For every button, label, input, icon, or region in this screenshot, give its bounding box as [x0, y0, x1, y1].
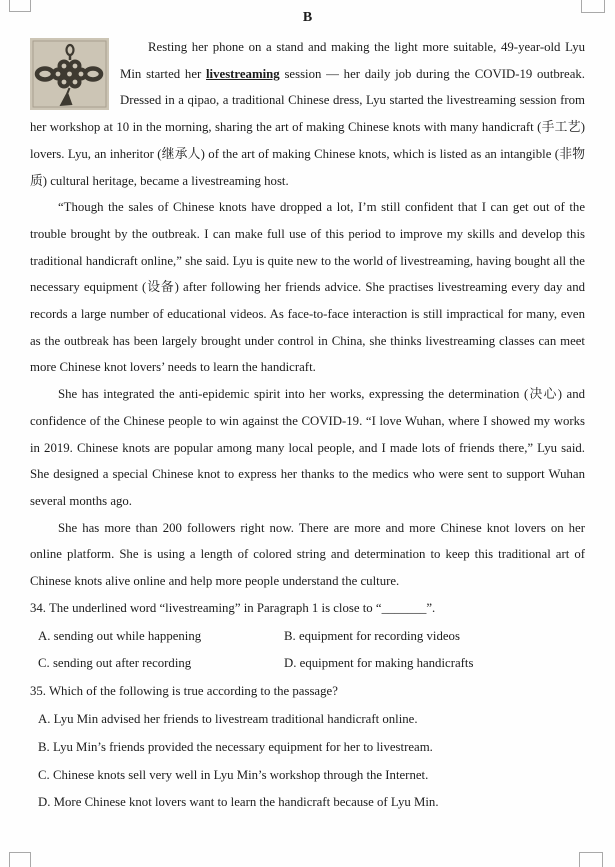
question-34-option-b: [284, 623, 585, 651]
underlined-word-livestreaming: livestreaming: [206, 66, 280, 81]
paragraph-4: She has more than 200 followers right now. There are more and more Chinese knot lovers on her online platform. She is using a length of colored string and determination to keep this traditional art of Chinese knots alive online and help more people understand the culture.: [30, 520, 585, 589]
paragraph-1: [30, 34, 585, 194]
reading-passage: [30, 34, 585, 595]
option-text: equipment for recording videos: [298, 628, 460, 643]
crop-mark-top-right: [581, 0, 605, 13]
option-label: B.: [38, 739, 50, 754]
option-label: A.: [38, 711, 51, 726]
option-label: D.: [284, 656, 297, 671]
paragraph-1-text-before: Resting her phone on a stand and making the light more suitable, 49-year-old Lyu Min started her: [120, 40, 585, 81]
chinese-knot-graphic: [30, 38, 109, 110]
option-text: Chinese knots sell very well in Lyu Min’s workshop through the Internet.: [52, 767, 429, 782]
question-35-option-d: [38, 789, 585, 817]
question-34-number: 34.: [30, 600, 46, 615]
paragraph-1-text-after: session — her daily job during the COVID-19 outbreak. Dressed in a qipao, a traditional Chinese dress, Lyu started the livestreaming session from her workshop at 10 in the morning, sharing the art of making Chinese knots with many handicraft (手工艺) lovers. Lyu, an inheritor (继承人) of the art of making Chinese knots, which is listed as an intangible (非物质) cultural heritage, became a livestreaming host.: [30, 66, 585, 188]
option-label: D.: [38, 795, 51, 810]
crop-mark-bottom-right: [579, 852, 603, 867]
question-34-option-d: [284, 650, 585, 678]
option-label: C.: [38, 767, 50, 782]
option-label: C.: [38, 656, 50, 671]
question-35-text: Which of the following is true according to the passage?: [48, 684, 338, 699]
option-label: A.: [38, 628, 51, 643]
option-text: Lyu Min’s friends provided the necessary equipment for her to livestream.: [52, 739, 433, 754]
question-34-option-c: [38, 650, 284, 678]
paragraph-2: “Though the sales of Chinese knots have dropped a lot, I’m still confident that I can get out of the trouble brought by the outbreak. I can make full use of this period to improve my skills and develop this traditional handicraft online,” she said. Lyu is quite new to the world of livestreaming, having bought all the necessary equipment (设备) after following her friends advice. She practises livestreaming every day and records a large number of educational videos. As face-to-face interaction is still impractical for many, even as the outbreak has been largely brought under control in China, she thinks livestreaming classes can meet more Chinese knot lovers’ needs to learn the handicraft.: [30, 200, 585, 375]
chinese-knot-image: [30, 38, 109, 110]
option-text: Lyu Min advised her friends to livestream traditional handicraft online.: [53, 711, 418, 726]
question-34-stem: [30, 595, 585, 623]
crop-mark-bottom-left: [9, 852, 31, 867]
question-34-options: [30, 623, 585, 679]
questions-section: [30, 595, 585, 817]
question-35-option-a: [38, 706, 585, 734]
question-35-options: [30, 706, 585, 817]
section-title: B: [302, 10, 313, 25]
question-34-option-a: [38, 623, 284, 651]
question-34-text: The underlined word “livestreaming” in Paragraph 1 is close to “_______”.: [48, 600, 436, 615]
paragraph-3: She has integrated the anti-epidemic spirit into her works, expressing the determination (决心) and confidence of the Chinese people to win against the COVID-19. “I love Wuhan, where I showed my works in 2019. Chinese knots are popular among many local people, and I made lots of friends there,” Lyu said. She designed a special Chinese knot to express her thanks to the medics who were sent to support Wuhan several months ago.: [30, 387, 585, 508]
crop-mark-top-left: [9, 0, 31, 12]
option-text: sending out after recording: [52, 656, 192, 671]
question-35-number: 35.: [30, 684, 46, 699]
option-text: sending out while happening: [53, 628, 202, 643]
option-text: More Chinese knot lovers want to learn the handicraft because of Lyu Min.: [53, 795, 439, 810]
option-text: equipment for making handicrafts: [299, 656, 474, 671]
question-35-option-b: [38, 734, 585, 762]
question-35-stem: [30, 678, 585, 706]
option-label: B.: [284, 628, 296, 643]
question-35-option-c: [38, 762, 585, 790]
